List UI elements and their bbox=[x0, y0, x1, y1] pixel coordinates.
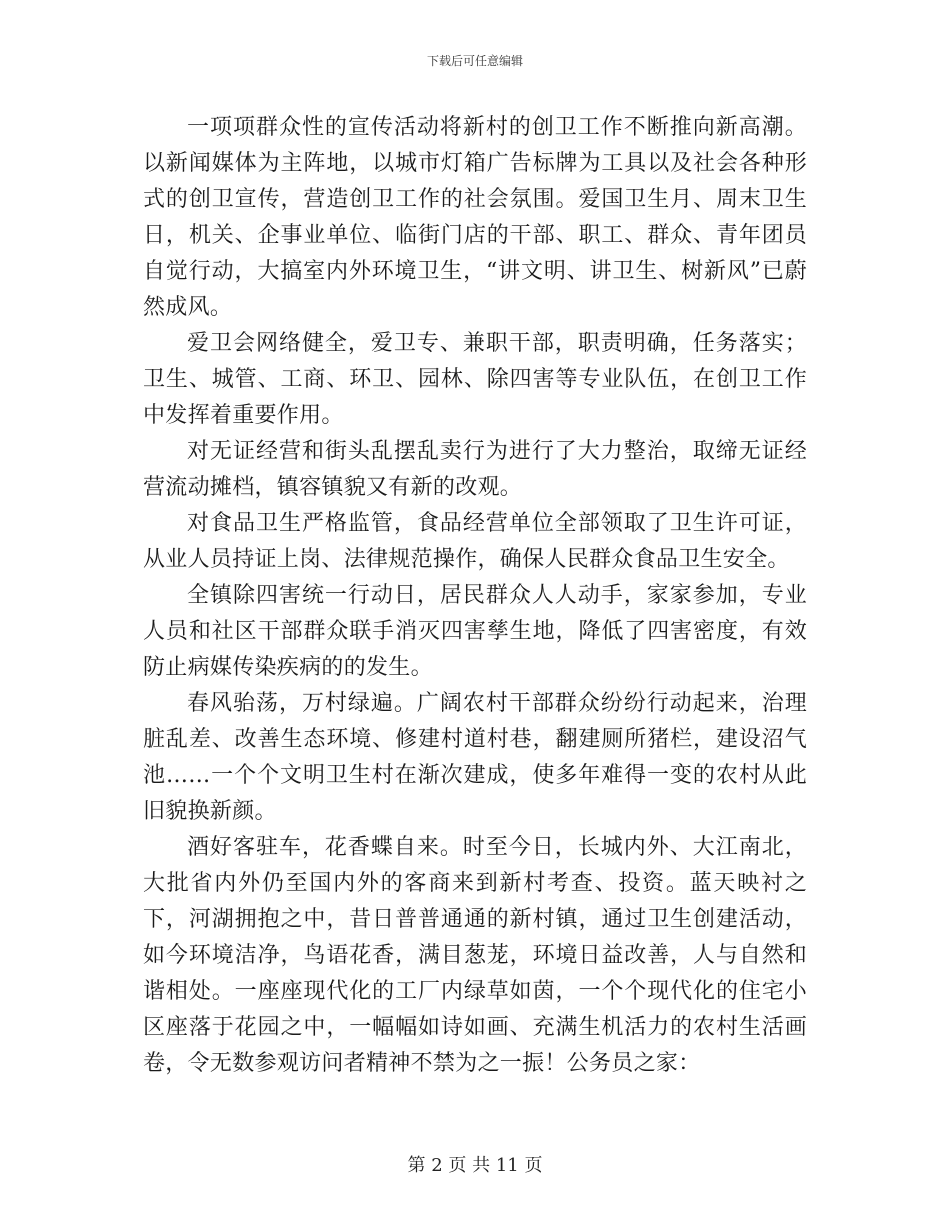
paragraph: 爱卫会网络健全，爱卫专、兼职干部，职责明确，任务落实；卫生、城管、工商、环卫、园林、除四害等专业队伍，在创卫工作中发挥着重要作用。 bbox=[143, 331, 807, 428]
page-number-footer: 第 2 页 共 11 页 bbox=[407, 1155, 543, 1176]
paragraph: 酒好客驻车，花香蝶自来。时至今日，长城内外、大江南北，大批省内外仍至国内外的客商来到新村考查、投资。蓝天映衬之下，河湖拥抱之中，昔日普普通通的新村镇，通过卫生创建活动，如今环境洁净，鸟语花香，满目葱茏，环境日益改善，人与自然和谐相处。一座座现代化的工厂内绿草如茵，一个个现代化的住宅小区座落于花园之中，一幅幅如诗如画、充满生机活力的农村生活画卷，令无数参观访问者精神不禁为之一振！公务员之家： bbox=[143, 835, 807, 1076]
paragraph: 一项项群众性的宣传活动将新村的创卫工作不断推向新高潮。以新闻媒体为主阵地，以城市灯箱广告标牌为工具以及社会各种形式的创卫宣传，营造创卫工作的社会氛围。爱国卫生月、周末卫生日，机关、企事业单位、临街门店的干部、职工、群众、青年团员自觉行动，大搞室内外环境卫生，“讲文明、讲卫生、树新风”已蔚然成风。 bbox=[143, 115, 807, 320]
paragraph: 对食品卫生严格监管，食品经营单位全部领取了卫生许可证，从业人员持证上岗、法律规范操作，确保人民群众食品卫生安全。 bbox=[143, 511, 807, 572]
paragraph: 对无证经营和街头乱摆乱卖行为进行了大力整治，取缔无证经营流动摊档，镇容镇貌又有新的改观。 bbox=[143, 439, 807, 500]
paragraph: 全镇除四害统一行动日，居民群众人人动手，家家参加，专业人员和社区干部群众联手消灭四害孳生地，降低了四害密度，有效防止病媒传染疾病的的发生。 bbox=[143, 583, 807, 680]
page-header: 下载后可任意编辑 bbox=[426, 54, 523, 68]
paragraph: 春风骀荡，万村绿遍。广阔农村干部群众纷纷行动起来，治理脏乱差、改善生态环境、修建村道村巷，翻建厕所猪栏，建设沼气池……一个个文明卫生村在渐次建成，使多年难得一变的农村从此旧貌换新颜。 bbox=[143, 691, 807, 824]
document-body bbox=[143, 110, 807, 1082]
